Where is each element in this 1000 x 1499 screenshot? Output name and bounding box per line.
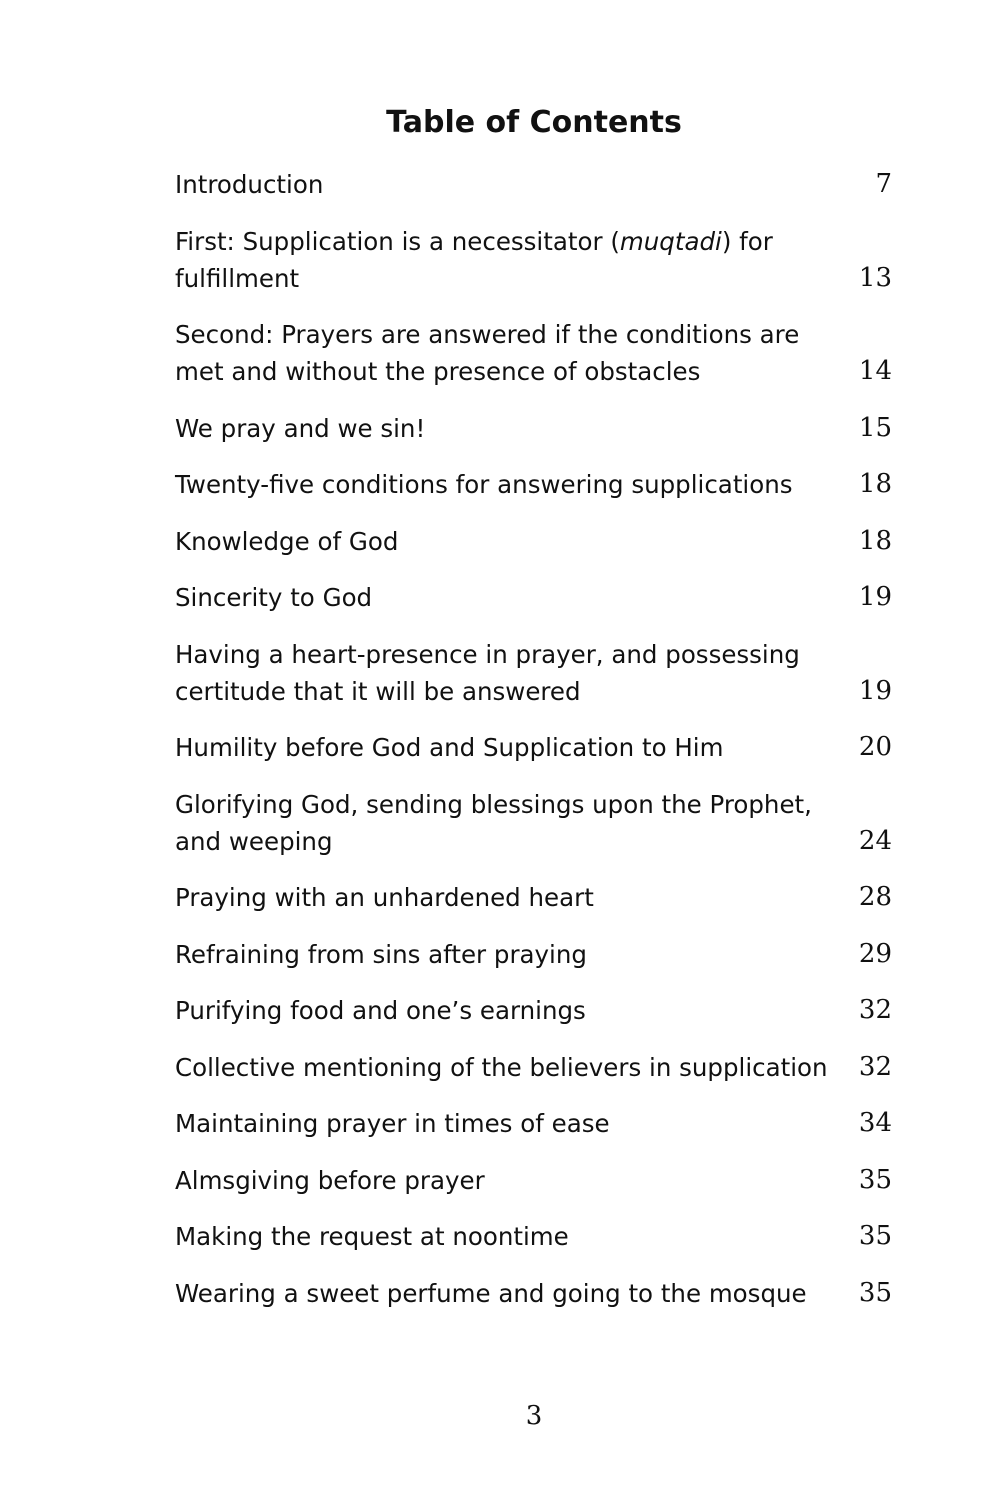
toc-entry-page: 18 <box>858 525 892 556</box>
toc-entry-refraining <box>175 936 892 973</box>
toc-entry-unhardened-heart <box>175 879 892 916</box>
toc-entry-sincerity <box>175 579 892 616</box>
toc-entry-maintaining <box>175 1105 892 1142</box>
toc-entry-text-italic: muqtadi <box>619 226 722 256</box>
toc-entry-purifying <box>175 992 892 1029</box>
page-title: Table of Contents <box>386 105 682 140</box>
toc-entry-text: Introduction <box>175 170 324 199</box>
toc-entry-text: Knowledge of God <box>175 526 399 556</box>
toc-entry-text: Glorifying God, sending blessings upon the Prophet, and weeping <box>175 789 812 856</box>
toc-entry-almsgiving <box>175 1162 892 1199</box>
toc-entry-heart-presence <box>175 636 892 710</box>
toc-entry-page: 13 <box>858 262 892 293</box>
toc-entry-text: Refraining from sins after praying <box>175 939 587 969</box>
page-number: 3 <box>525 1401 543 1431</box>
toc-entry-page: 34 <box>858 1108 892 1138</box>
toc-list <box>175 166 892 1331</box>
toc-entry-page: 35 <box>858 1164 892 1195</box>
toc-entry-page: 18 <box>858 469 892 499</box>
toc-entry-text: Purifying food and one’s earnings <box>175 996 586 1025</box>
toc-entry-text: Twenty-five conditions for answering supplications <box>175 470 793 499</box>
toc-entry-page: 32 <box>858 995 892 1025</box>
toc-entry-page: 32 <box>858 1051 892 1082</box>
toc-entry-text: Collective mentioning of the believers in supplication <box>175 1052 828 1082</box>
toc-entry-second-prayers <box>175 316 892 390</box>
toc-entry-text: We pray and we sin! <box>175 413 426 443</box>
toc-entry-text: Having a heart-presence in prayer, and possessing certitude that it will be answered <box>175 639 800 706</box>
toc-entry-twenty-five-conditions <box>175 466 892 503</box>
toc-entry-perfume <box>175 1275 892 1312</box>
toc-entry-glorifying <box>175 786 892 860</box>
toc-entry-first-supplication <box>175 223 892 297</box>
toc-entry-humility <box>175 729 892 766</box>
toc-entry-text: Wearing a sweet perfume and going to the mosque <box>175 1278 807 1308</box>
toc-entry-text: Praying with an unhardened heart <box>175 883 594 912</box>
toc-entry-text-part: First: Supplication is a necessitator ( <box>175 226 620 256</box>
toc-entry-knowledge <box>175 523 892 560</box>
toc-entry-page: 29 <box>858 938 892 969</box>
toc-entry-we-pray <box>175 410 892 447</box>
toc-entry-text: Humility before God and Supplication to Him <box>175 733 724 762</box>
toc-entry-noontime <box>175 1218 892 1255</box>
toc-entry-page: 7 <box>875 169 892 199</box>
toc-entry-page: 19 <box>858 675 892 706</box>
toc-entry-text: Sincerity to God <box>175 583 373 612</box>
toc-entry-page: 24 <box>858 825 892 856</box>
toc-entry-page: 15 <box>858 412 892 443</box>
toc-entry-text <box>175 223 832 297</box>
toc-entry-page: 28 <box>858 882 892 912</box>
toc-entry-introduction <box>175 166 892 203</box>
toc-entry-text: Second: Prayers are answered if the conditions are met and without the presence of obstacles <box>175 320 800 386</box>
toc-entry-text: Making the request at noontime <box>175 1222 569 1251</box>
toc-entry-page: 35 <box>858 1221 892 1251</box>
toc-entry-page: 14 <box>858 356 892 386</box>
toc-entry-collective <box>175 1049 892 1086</box>
toc-entry-text-part: ) for fulfillment <box>175 226 773 293</box>
toc-entry-text: Almsgiving before prayer <box>175 1165 485 1195</box>
toc-entry-page: 20 <box>858 732 892 762</box>
toc-entry-page: 35 <box>858 1277 892 1308</box>
toc-entry-page: 19 <box>858 582 892 612</box>
toc-entry-text: Maintaining prayer in times of ease <box>175 1109 610 1138</box>
